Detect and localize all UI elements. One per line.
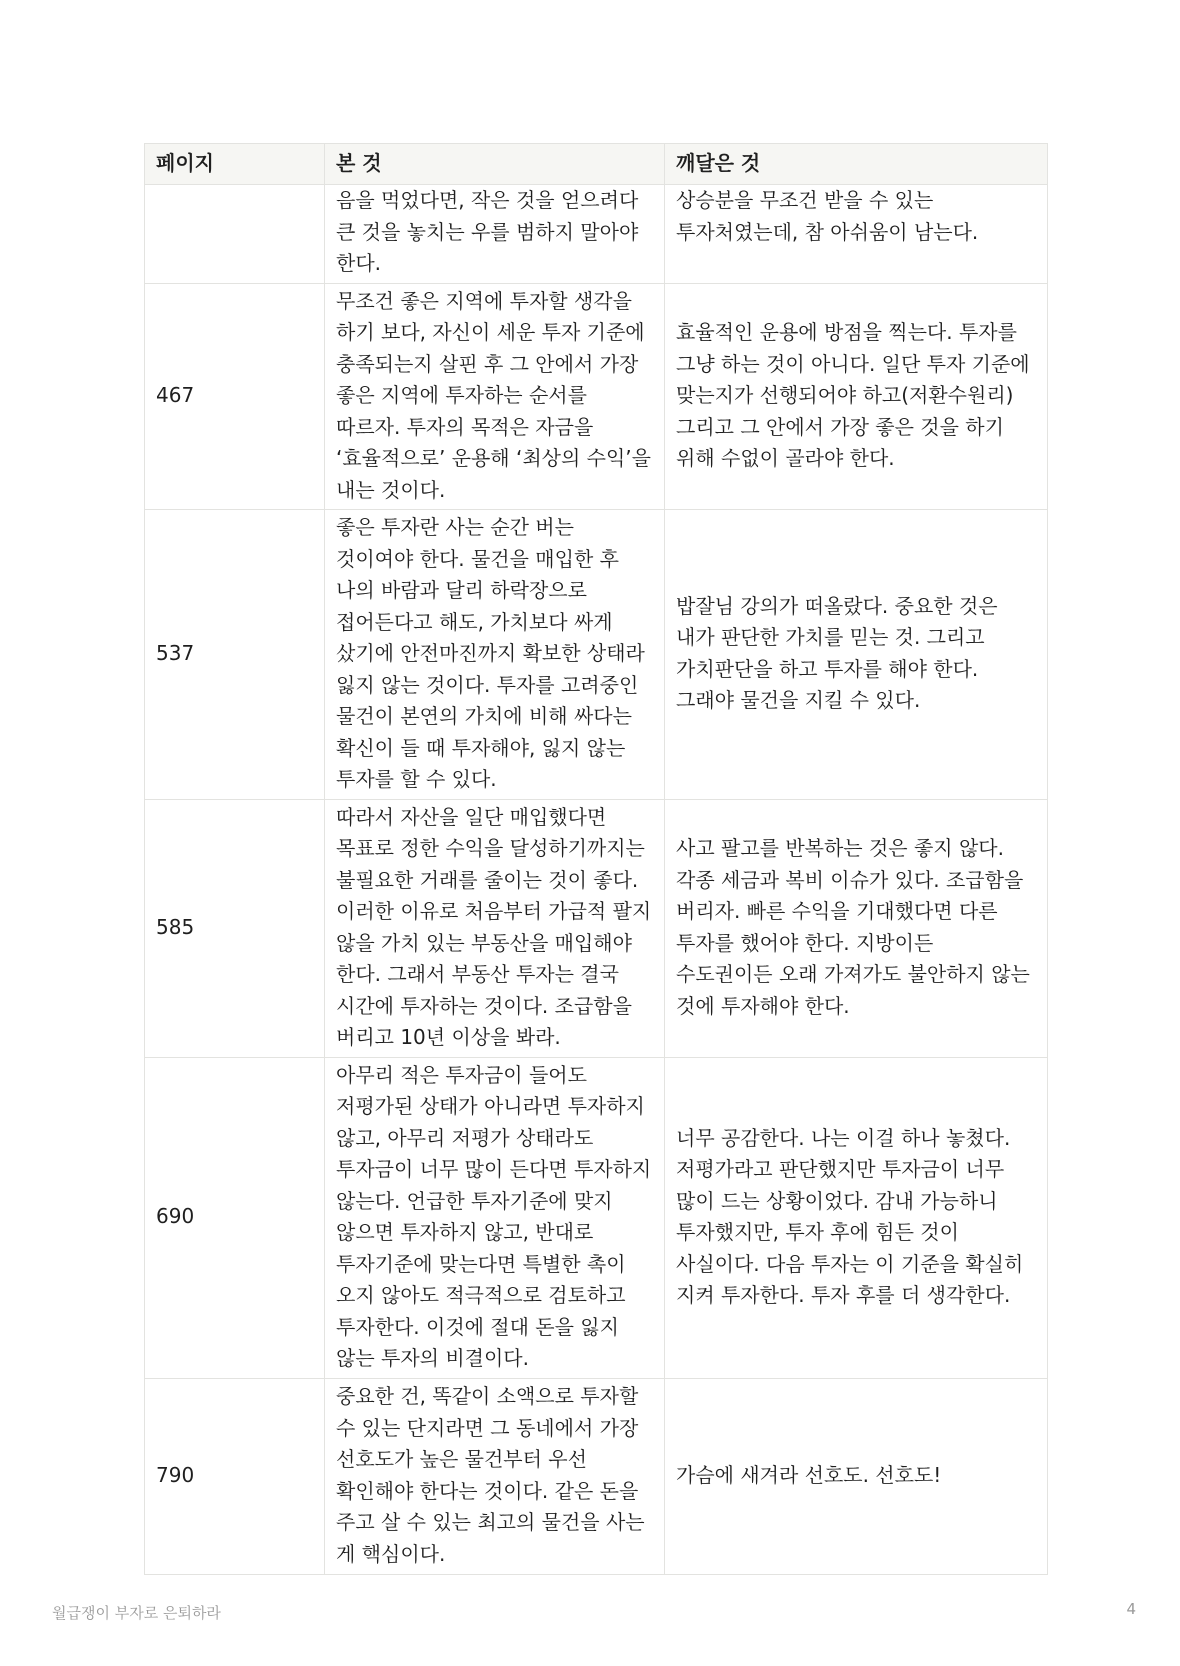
row-seen: 아무리 적은 투자금이 들어도 저평가된 상태가 아니라면 투자하지 않고, 아무리 저평가 상태라도 투자금이 너무 많이 든다면 투자하지 않는다. 언급한 투자기준에 맞지 않으면 투자하지 않고, 반대로 투자기준에 맞는다면 특별한 촉이 오지 않아도 적극적으로 검토하고 투자한다. 이것에 절대 돈을 잃지 않는 투자의 비결이다. <box>325 1057 665 1378</box>
row-seen: 중요한 건, 똑같이 소액으로 투자할 수 있는 단지라면 그 동네에서 가장 선호도가 높은 물건부터 우선 확인해야 한다는 것이다. 같은 돈을 주고 살 수 있는 최고의 물건을 사는 게 핵심이다. <box>325 1378 665 1574</box>
row-learned: 사고 팔고를 반복하는 것은 좋지 않다. 각종 세금과 복비 이슈가 있다. 조급함을 버리자. 빠른 수익을 기대했다면 다른 투자를 했어야 한다. 지방이든 수도권이든 오래 가져가도 불안하지 않는 것에 투자해야 한다. <box>665 799 1048 1057</box>
table-row <box>145 799 1048 1057</box>
header-learned: 깨달은 것 <box>665 144 1048 185</box>
table-row <box>145 510 1048 800</box>
table-row <box>145 185 1048 284</box>
row-page: 690 <box>145 1057 325 1378</box>
table-row <box>145 1057 1048 1378</box>
row-page: 537 <box>145 510 325 800</box>
row-learned: 상승분을 무조건 받을 수 있는 투자처였는데, 참 아쉬움이 남는다. <box>665 185 1048 284</box>
row-seen: 좋은 투자란 사는 순간 버는 것이여야 한다. 물건을 매입한 후 나의 바람과 달리 하락장으로 접어든다고 해도, 가치보다 싸게 샀기에 안전마진까지 확보한 상태라 잃지 않는 것이다. 투자를 고려중인 물건이 본연의 가치에 비해 싸다는 확신이 들 때 투자해야, 잃지 않는 투자를 할 수 있다. <box>325 510 665 800</box>
table-row <box>145 1378 1048 1574</box>
row-page <box>145 185 325 284</box>
row-seen: 무조건 좋은 지역에 투자할 생각을 하기 보다, 자신이 세운 투자 기준에 충족되는지 살핀 후 그 안에서 가장 좋은 지역에 투자하는 순서를 따르자. 투자의 목적은 자금을 ‘효율적으로’ 운용해 ‘최상의 수익’을 내는 것이다. <box>325 283 665 510</box>
row-learned: 가슴에 새겨라 선호도. 선호도! <box>665 1378 1048 1574</box>
header-page: 페이지 <box>145 144 325 185</box>
row-page: 467 <box>145 283 325 510</box>
footer-book-title: 월급쟁이 부자로 은퇴하라 <box>52 1604 221 1622</box>
row-seen: 음을 먹었다면, 작은 것을 얻으려다 큰 것을 놓치는 우를 범하지 말아야 한다. <box>325 185 665 284</box>
header-seen: 본 것 <box>325 144 665 185</box>
notes-table-container <box>144 143 1047 1575</box>
row-learned: 밥잘님 강의가 떠올랐다. 중요한 것은 내가 판단한 가치를 믿는 것. 그리고 가치판단을 하고 투자를 해야 한다. 그래야 물건을 지킬 수 있다. <box>665 510 1048 800</box>
footer-page-number: 4 <box>1126 1600 1136 1618</box>
row-learned: 효율적인 운용에 방점을 찍는다. 투자를 그냥 하는 것이 아니다. 일단 투자 기준에 맞는지가 선행되어야 하고(저환수원리) 그리고 그 안에서 가장 좋은 것을 하기 위해 수없이 골라야 한다. <box>665 283 1048 510</box>
notes-table <box>144 143 1048 1575</box>
row-seen: 따라서 자산을 일단 매입했다면 목표로 정한 수익을 달성하기까지는 불필요한 거래를 줄이는 것이 좋다. 이러한 이유로 처음부터 가급적 팔지 않을 가치 있는 부동산을 매입해야 한다. 그래서 부동산 투자는 결국 시간에 투자하는 것이다. 조급함을 버리고 10년 이상을 봐라. <box>325 799 665 1057</box>
table-header-row <box>145 144 1048 185</box>
table-row <box>145 283 1048 510</box>
row-page: 585 <box>145 799 325 1057</box>
row-page: 790 <box>145 1378 325 1574</box>
row-learned: 너무 공감한다. 나는 이걸 하나 놓쳤다. 저평가라고 판단했지만 투자금이 너무 많이 드는 상황이었다. 감내 가능하니 투자했지만, 투자 후에 힘든 것이 사실이다. 다음 투자는 이 기준을 확실히 지켜 투자한다. 투자 후를 더 생각한다. <box>665 1057 1048 1378</box>
